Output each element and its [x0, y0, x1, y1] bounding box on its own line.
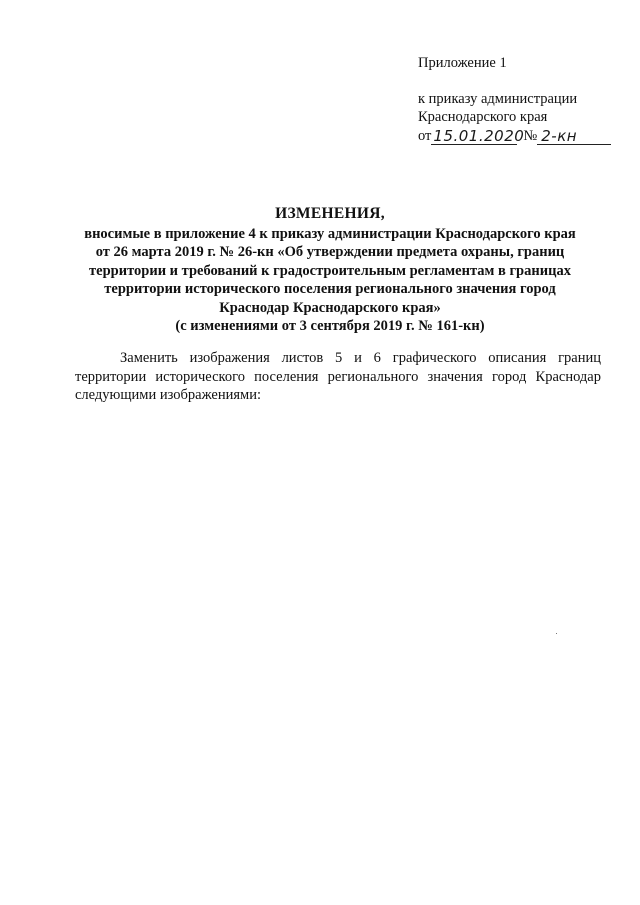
handwritten-date: 15.01.2020	[433, 127, 525, 145]
order-reference-line-2: Краснодарского края	[418, 109, 548, 125]
title-line: территории и требований к градостроительным регламентам в границах	[89, 262, 571, 279]
date-prefix: от	[418, 128, 432, 144]
number-sign: №	[523, 128, 538, 144]
title-amendments-note: (с изменениями от 3 сентября 2019 г. № 161-кн)	[175, 318, 485, 334]
appendix-header	[418, 54, 618, 145]
order-date-number-line	[418, 127, 618, 145]
title-line: вносимые в приложение 4 к приказу администрации Краснодарского края	[84, 225, 576, 242]
handwritten-order-number: 2-кн	[537, 128, 611, 145]
document-title	[60, 205, 600, 336]
title-line: Краснодар Краснодарского края»	[219, 299, 441, 316]
title-line: от 26 марта 2019 г. № 26-кн «Об утверждении предмета охраны, границ	[95, 244, 565, 260]
scan-speck	[556, 633, 557, 634]
title-heading: ИЗМЕНЕНИЯ,	[275, 205, 385, 222]
title-line: территории исторического поселения регионального значения город	[104, 281, 556, 297]
appendix-label: Приложение 1	[418, 55, 507, 71]
body-paragraph: Заменить изображения листов 5 и 6 графического описания границ территории исторического поселения регионального значения город Краснодар следующими изображениями:	[75, 350, 601, 403]
document-body	[75, 349, 601, 405]
order-reference-line-1: к приказу администрации	[418, 91, 578, 107]
